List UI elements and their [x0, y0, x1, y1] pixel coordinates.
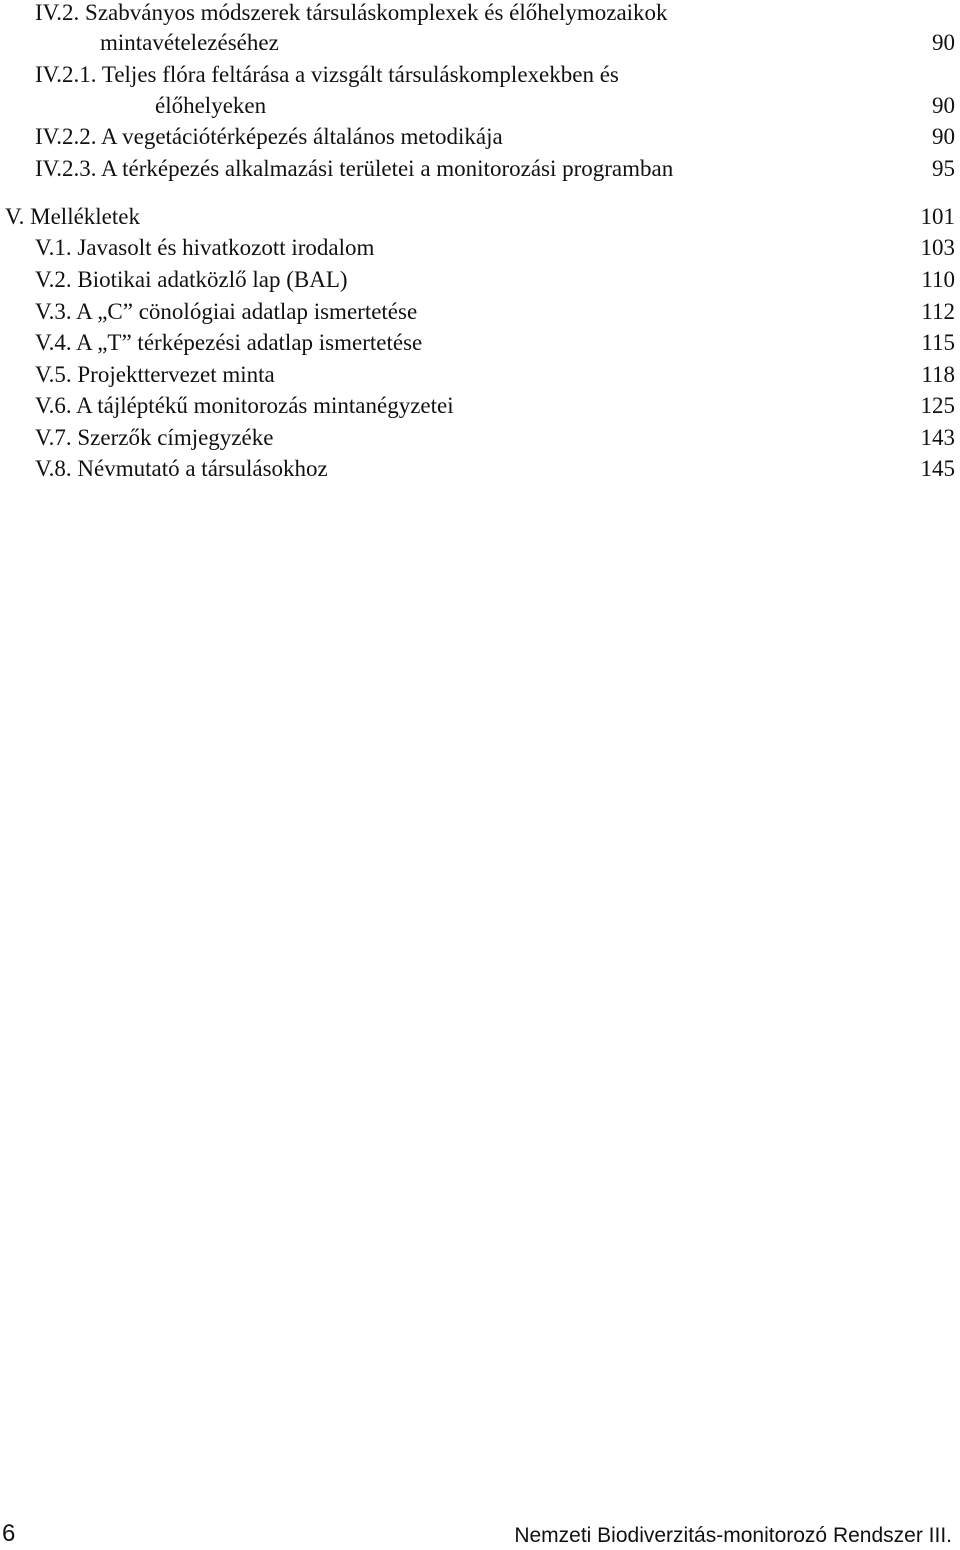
- toc-entry-label: IV.2.2. A vegetációtérképezés általános metodikája: [35, 124, 503, 149]
- page-number: 6: [2, 1520, 16, 1547]
- toc-entry-label: élőhelyeken: [155, 93, 267, 118]
- toc-entry-label: V.4. A „T” térképezési adatlap ismertetése: [35, 330, 423, 355]
- toc-entry-label: V. Mellékletek: [5, 204, 140, 229]
- toc-entry-page: 90: [932, 93, 955, 118]
- toc-entry-page: 115: [921, 330, 955, 355]
- toc-entry-page: 110: [921, 267, 955, 292]
- toc-entry-page: 143: [920, 425, 955, 450]
- toc-entry-label: mintavételezéséhez: [100, 30, 279, 55]
- toc-entry-label: V.2. Biotikai adatközlő lap (BAL): [35, 267, 348, 292]
- toc-entry-label: V.5. Projekttervezet minta: [35, 362, 275, 387]
- toc-entry-label: V.3. A „C” cönológiai adatlap ismertetése: [35, 299, 418, 324]
- toc-entry-page: 125: [920, 393, 955, 418]
- footer-title: Nemzeti Biodiverzitás-monitorozó Rendszer III.: [514, 1524, 952, 1547]
- toc-entry-page: 90: [932, 30, 955, 55]
- toc-entry-label: V.7. Szerzők címjegyzéke: [35, 425, 274, 450]
- toc-entry-label: V.8. Névmutató a társulásokhoz: [35, 456, 328, 481]
- toc-entry-page: 90: [932, 124, 955, 149]
- toc-entry-label: IV.2. Szabványos módszerek társuláskomplexek és élőhelymozaikok: [35, 0, 668, 25]
- toc-entry-page: 95: [932, 156, 955, 181]
- toc-entry-label: IV.2.1. Teljes flóra feltárása a vizsgált társuláskomplexekben és: [35, 62, 619, 87]
- toc-entry-page: 145: [920, 456, 955, 481]
- toc-entry-page: 103: [920, 235, 955, 260]
- toc-entry-page: 118: [921, 362, 955, 387]
- toc-entry-label: V.1. Javasolt és hivatkozott irodalom: [35, 235, 375, 260]
- toc-entry-page: 101: [920, 204, 955, 229]
- toc-entry-label: V.6. A tájléptékű monitorozás mintanégyzetei: [35, 393, 454, 418]
- toc-entry-page: 112: [921, 299, 955, 324]
- toc-entry-label: IV.2.3. A térképezés alkalmazási területei a monitorozási programban: [35, 156, 674, 181]
